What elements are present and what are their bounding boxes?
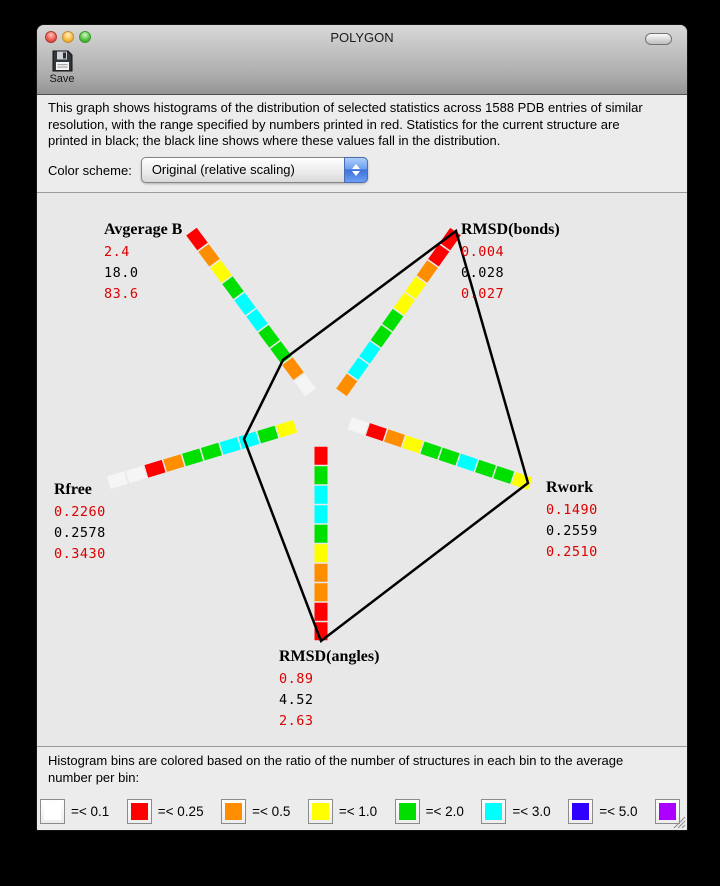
axis-avgerage-b-min: 2.4 <box>104 244 130 260</box>
legend-bin-2 <box>221 799 290 824</box>
histogram-bin-rfree-5 <box>203 449 220 454</box>
axis-rwork-value: 0.2559 <box>546 523 598 539</box>
legend-row <box>40 799 680 824</box>
histogram-bin-rwork-9 <box>350 423 367 429</box>
histogram-bin-avgerage-b-9 <box>299 377 310 392</box>
color-scheme-row <box>48 157 368 183</box>
axis-rmsd-angles-max: 2.63 <box>279 713 314 729</box>
histogram-bin-rfree-4 <box>184 455 201 460</box>
histogram-bin-rwork-5 <box>423 448 440 454</box>
bin-label-0: =< 0.1 <box>71 804 110 819</box>
bin-color <box>225 803 242 820</box>
bin-swatch-5 <box>481 799 506 824</box>
histogram-bin-avgerage-b-5 <box>251 313 262 328</box>
histogram-bin-avgerage-b-8 <box>287 361 298 376</box>
window-title: POLYGON <box>330 30 394 45</box>
save-icon <box>50 49 74 73</box>
bin-swatch-3 <box>308 799 333 824</box>
legend-bin-6 <box>568 799 637 824</box>
histogram-bin-rmsd-bonds-7 <box>364 345 375 360</box>
color-scheme-select[interactable] <box>141 157 368 183</box>
polygon-window <box>36 24 688 831</box>
axis-rfree-min: 0.2260 <box>54 504 106 520</box>
histogram-bin-rmsd-bonds-1 <box>433 248 444 263</box>
bin-swatch-1 <box>127 799 152 824</box>
histogram-bin-avgerage-b-1 <box>203 248 214 263</box>
axis-rwork <box>546 479 598 563</box>
histogram-bin-rwork-8 <box>368 429 385 435</box>
axis-avgerage-b <box>104 221 182 305</box>
legend-panel <box>37 747 687 830</box>
histogram-bin-rwork-6 <box>404 442 421 448</box>
bin-color <box>572 803 589 820</box>
description-text: This graph shows histograms of the distribution of selected statistics across 1588 PDB entries of similar resolution, with the range specified by numbers printed in red. Statistics for the current structure are printed in black; the black line shows where these values fall in the distribution. <box>48 100 643 148</box>
bin-swatch-2 <box>221 799 246 824</box>
axis-rmsd-bonds-min: 0.004 <box>461 244 505 260</box>
axis-rfree-value: 0.2578 <box>54 525 106 541</box>
bin-swatch-0 <box>40 799 65 824</box>
toolbar-toggle-pill[interactable] <box>645 33 672 45</box>
legend-bin-5 <box>481 799 550 824</box>
bin-label-5: =< 3.0 <box>512 804 551 819</box>
axis-rmsd-angles-min: 0.89 <box>279 671 314 687</box>
histogram-bin-rwork-1 <box>495 472 512 478</box>
axis-rfree: Rfree <box>54 481 92 498</box>
histogram-bin-avgerage-b-0 <box>191 232 202 247</box>
histogram-bin-avgerage-b-3 <box>227 280 238 295</box>
bin-color <box>485 803 502 820</box>
histogram-bin-avgerage-b-6 <box>263 329 274 344</box>
histogram-bin-rfree-2 <box>146 466 163 471</box>
axis-rmsd-bonds <box>461 221 560 305</box>
axis-avgerage-b-max: 83.6 <box>104 286 139 302</box>
bin-color <box>312 803 329 820</box>
bin-color <box>399 803 416 820</box>
axis-rmsd-bonds: RMSD(bonds) <box>461 221 560 238</box>
histogram-bin-rmsd-bonds-6 <box>376 329 387 344</box>
bin-label-1: =< 0.25 <box>157 804 204 819</box>
axis-rmsd-bonds-max: 0.027 <box>461 286 505 302</box>
legend-bin-3 <box>308 799 377 824</box>
axis-avgerage-b-value: 18.0 <box>104 265 139 281</box>
axis-rmsd-angles <box>279 648 379 732</box>
polygon-plot <box>37 193 687 747</box>
histogram-bin-avgerage-b-2 <box>215 264 226 279</box>
color-scheme-value: Original (relative scaling) <box>151 162 295 177</box>
popup-arrows-icon <box>344 157 368 183</box>
bin-color <box>44 803 61 820</box>
axis-rwork: Rwork <box>546 479 594 496</box>
histogram-bin-rfree-6 <box>222 443 239 448</box>
save-button-label: Save <box>49 73 75 85</box>
histogram-bin-avgerage-b-4 <box>239 296 250 311</box>
histogram-bin-rmsd-bonds-4 <box>399 296 410 311</box>
histogram-bin-rwork-3 <box>459 460 476 466</box>
bin-label-6: =< 5.0 <box>599 804 638 819</box>
axis-rwork-max: 0.2510 <box>546 544 598 560</box>
histogram-bin-rfree-1 <box>128 472 145 477</box>
bin-color <box>131 803 148 820</box>
bin-swatch-6 <box>568 799 593 824</box>
window-chrome <box>37 25 687 95</box>
axis-rmsd-angles-value: 4.52 <box>279 692 314 708</box>
bin-label-4: =< 2.0 <box>425 804 464 819</box>
histogram-bin-rwork-7 <box>386 435 403 441</box>
histogram-bin-rwork-4 <box>441 454 458 460</box>
axis-rmsd-angles: RMSD(angles) <box>279 648 380 665</box>
legend-bin-4 <box>395 799 464 824</box>
bin-label-3: =< 1.0 <box>338 804 378 819</box>
legend-bin-1 <box>127 799 204 824</box>
bin-swatch-4 <box>395 799 420 824</box>
axis-rfree <box>54 481 106 565</box>
histogram-bin-rwork-2 <box>477 466 494 472</box>
save-button[interactable] <box>43 49 81 85</box>
description-panel <box>37 95 687 193</box>
axis-rmsd-bonds-value: 0.028 <box>461 265 505 281</box>
histogram-bin-rmsd-bonds-5 <box>387 313 398 328</box>
legend-bin-0 <box>40 799 109 824</box>
axis-rwork-min: 0.1490 <box>546 502 598 518</box>
legend-text: Histogram bins are colored based on the ratio of the number of structures in each bin to the average number per bin: <box>48 753 624 785</box>
histogram-bin-rfree-3 <box>165 460 182 465</box>
histogram-bin-rmsd-bonds-8 <box>353 361 364 376</box>
histogram-bin-rfree-8 <box>259 432 276 437</box>
histogram-bin-rfree-0 <box>109 478 126 483</box>
histogram-bin-rmsd-bonds-9 <box>341 377 352 392</box>
axis-avgerage-b: Avgerage B <box>104 221 183 238</box>
color-scheme-label: Color scheme: <box>48 162 132 178</box>
bin-label-2: =< 0.5 <box>252 804 291 819</box>
histogram-bin-rfree-9 <box>278 426 295 431</box>
histogram-bin-rmsd-bonds-2 <box>422 264 433 279</box>
histogram-bin-rmsd-bonds-3 <box>410 280 421 295</box>
resize-grip[interactable] <box>671 814 686 829</box>
axis-rfree-max: 0.3430 <box>54 546 106 562</box>
